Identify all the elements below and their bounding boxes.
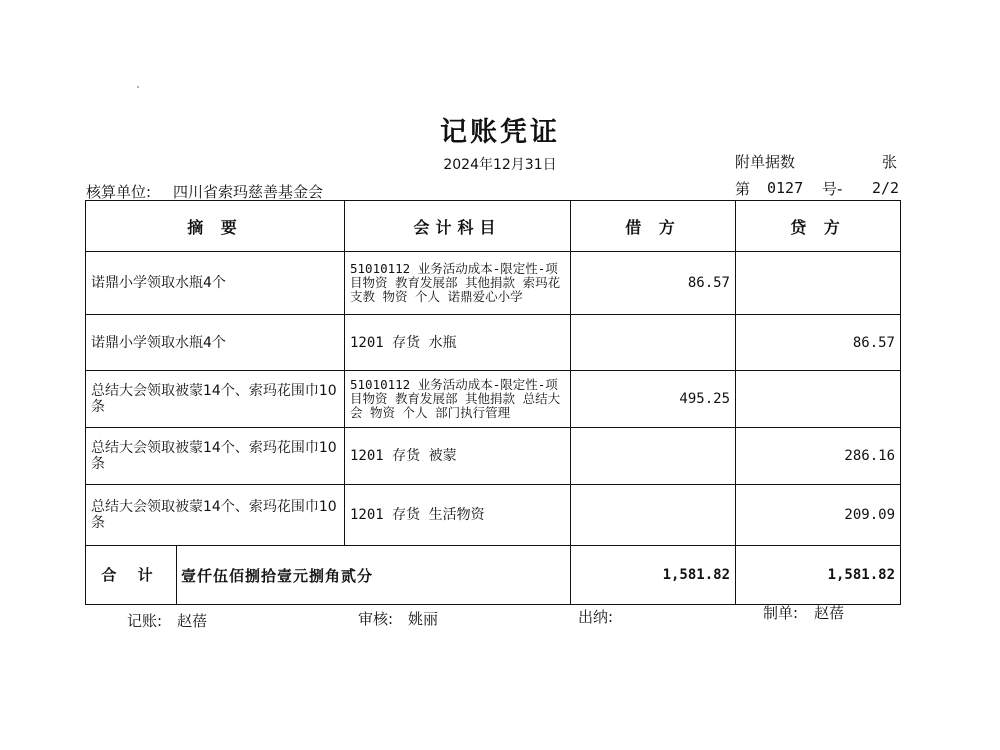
header-debit: 借 方 [571,201,736,252]
header-subject: 会计科目 [345,201,571,252]
row-summary: 总结大会领取被蒙14个、索玛花围巾10条 [86,428,345,485]
total-row [86,546,901,605]
reviewer-name: 姚丽 [408,610,439,628]
row-debit [571,485,736,546]
total-amount-in-words: 壹仟伍佰捌拾壹元捌角贰分 [181,566,374,585]
row-credit [736,252,901,315]
preparer-name: 赵蓓 [814,604,845,622]
voucher-number-prefix: 第 [735,180,751,198]
accounting-unit-name: 四川省索玛慈善基金会 [173,183,324,201]
row-subject: 1201 存货 水瓶 [345,315,571,371]
attachments-unit: 张 [882,153,898,171]
row-summary: 总结大会领取被蒙14个、索玛花围巾10条 [86,371,345,428]
attachments-label: 附单据数 [735,153,796,171]
voucher-page: 2/2 [872,179,900,197]
reviewer-label: 审核: [358,610,394,628]
row-subject: 1201 存货 生活物资 [345,485,571,546]
row-subject: 1201 存货 被蒙 [345,428,571,485]
row-subject: 51010112 业务活动成本-限定性-项目物资 教育发展部 其他捐款 索玛花支教 物资 个人 诺鼎爱心小学 [345,252,571,315]
row-summary: 诺鼎小学领取水瓶4个 [86,252,345,315]
voucher-number: 0127 [767,179,804,197]
row-credit [736,371,901,428]
table-row [86,485,901,546]
table-header-row [86,201,901,252]
table-row [86,315,901,371]
total-credit: 1,581.82 [736,546,901,605]
row-debit: 86.57 [571,252,736,315]
scan-speck [137,86,139,88]
row-summary: 诺鼎小学领取水瓶4个 [86,315,345,371]
total-debit: 1,581.82 [571,546,736,605]
header-summary: 摘 要 [86,201,345,252]
voucher-number-suffix: 号- [822,180,843,198]
row-credit: 286.16 [736,428,901,485]
voucher-date: 2024年12月31日 [443,157,557,173]
total-cell [86,546,571,605]
row-debit [571,428,736,485]
row-credit: 209.09 [736,485,901,546]
accounting-unit-label: 核算单位: [86,183,152,201]
row-debit [571,315,736,371]
preparer-label: 制单: [763,604,799,622]
bookkeeper-name: 赵蓓 [177,612,208,630]
row-credit: 86.57 [736,315,901,371]
cashier-label: 出纳: [578,608,614,626]
table-row [86,428,901,485]
voucher-title: 记账凭证 [440,117,560,148]
header-credit: 贷 方 [736,201,901,252]
voucher-table [85,200,901,605]
row-debit: 495.25 [571,371,736,428]
table-row [86,371,901,428]
table-row [86,252,901,315]
row-subject: 51010112 业务活动成本-限定性-项目物资 教育发展部 其他捐款 总结大会 物资 个人 部门执行管理 [345,371,571,428]
bookkeeper-label: 记账: [127,612,163,630]
row-summary: 总结大会领取被蒙14个、索玛花围巾10条 [86,485,345,546]
total-label: 合 计 [86,546,177,604]
